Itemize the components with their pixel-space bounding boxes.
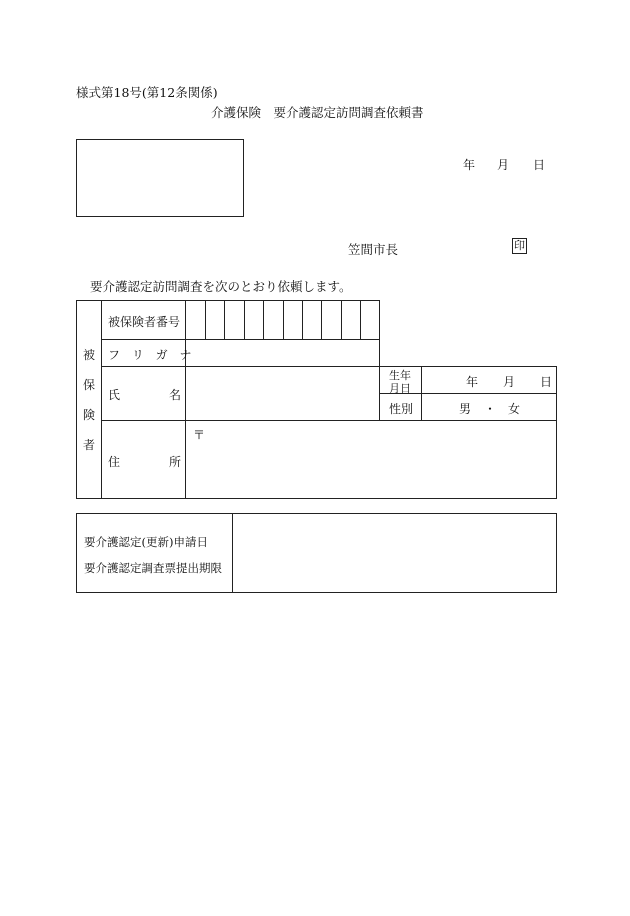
table-border-right-upper <box>379 300 380 420</box>
birth-label-line2: 月日 <box>389 382 411 395</box>
row-line-number <box>101 339 380 340</box>
digit-cell-divider <box>224 300 225 339</box>
app-border-left <box>76 513 77 593</box>
application-date-label: 要介護認定(更新)申請日 <box>84 535 208 549</box>
insured-group-char: 保 <box>82 378 95 392</box>
address-label-char: 所 <box>169 455 182 469</box>
name-label-char: 氏 <box>108 388 121 402</box>
receipt-stamp-box <box>76 139 244 217</box>
app-border-bottom <box>76 592 557 593</box>
digit-cell-divider <box>341 300 342 339</box>
date-month-label: 月 <box>497 158 510 172</box>
table-border-right-lower <box>556 366 557 499</box>
digit-cell-divider <box>205 300 206 339</box>
table-border-top <box>76 300 380 301</box>
digit-cell-divider <box>360 300 361 339</box>
app-divider <box>232 513 233 593</box>
seal-mark: 印 <box>514 239 525 252</box>
digit-cell-divider <box>321 300 322 339</box>
form-number: 様式第18号(第12条関係) <box>76 85 218 100</box>
addressee-name: 笠間市長 <box>348 242 399 257</box>
table-border-left <box>76 300 77 499</box>
row-line-name <box>101 420 557 421</box>
date-day-label: 日 <box>533 158 546 172</box>
row-line-furigana <box>101 366 557 367</box>
birth-year-label: 年 <box>466 375 479 389</box>
table-border-bottom <box>76 498 557 499</box>
insured-number-label: 被保険者番号 <box>108 315 181 329</box>
name-label-char: 名 <box>169 388 182 402</box>
sex-label: 性別 <box>389 402 414 416</box>
birth-label-line1: 生年 <box>389 369 411 382</box>
sex-separator: ・ <box>484 402 497 416</box>
table-divider-label <box>185 300 186 499</box>
insured-group-char: 者 <box>82 438 95 452</box>
table-divider-group <box>101 300 102 499</box>
sex-female-option: 女 <box>508 402 521 416</box>
digit-cell-divider <box>283 300 284 339</box>
postal-mark: 〒 <box>193 428 206 442</box>
insured-group-char: 被 <box>82 348 95 362</box>
app-border-top <box>76 513 557 514</box>
digit-cell-divider <box>244 300 245 339</box>
insured-group-char: 険 <box>82 408 95 422</box>
date-year-label: 年 <box>463 158 476 172</box>
birth-month-label: 月 <box>503 375 516 389</box>
app-border-right <box>556 513 557 593</box>
intro-text: 要介護認定訪問調査を次のとおり依頼します。 <box>90 279 352 294</box>
digit-cell-divider <box>263 300 264 339</box>
digit-cell-divider <box>302 300 303 339</box>
deadline-label: 要介護認定調査票提出期限 <box>84 561 222 575</box>
furigana-label: フ リ ガ ナ <box>108 348 196 362</box>
sex-male-option: 男 <box>459 402 472 416</box>
document-title: 介護保険 要介護認定訪問調査依頼書 <box>211 105 424 120</box>
address-label-char: 住 <box>108 455 121 469</box>
birth-day-label: 日 <box>540 375 553 389</box>
